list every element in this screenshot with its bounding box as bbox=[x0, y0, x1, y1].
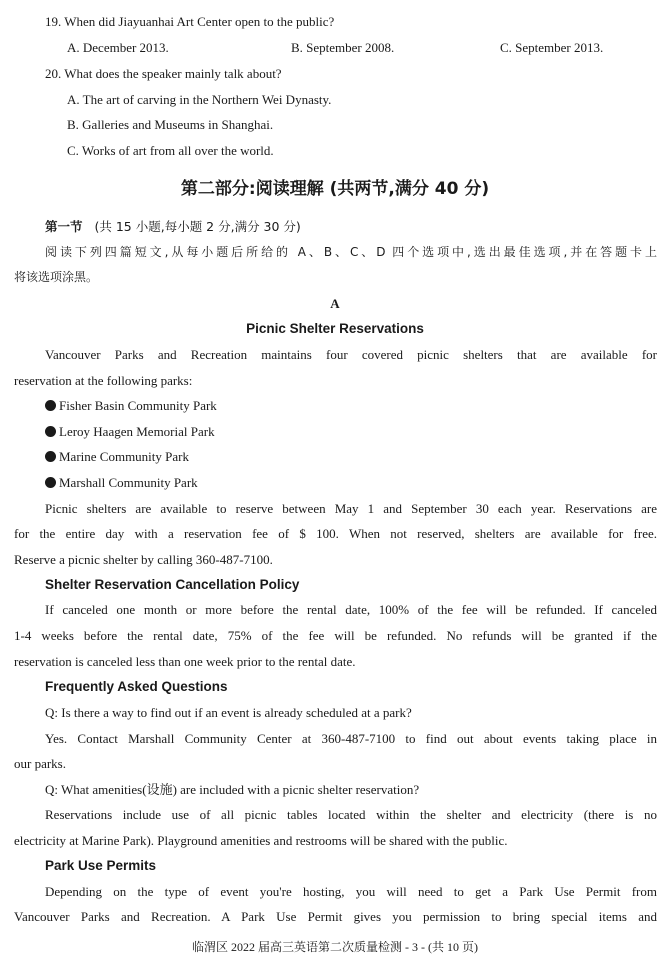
question-20-stem: 20. What does the speaker mainly talk about? bbox=[45, 66, 282, 81]
permits-line-2: Vancouver Parks and Recreation. A Park Use Permit gives you permission to bring special items and bbox=[14, 909, 657, 924]
passage-title: Picnic Shelter Reservations bbox=[246, 321, 424, 336]
bullet-icon bbox=[45, 426, 56, 437]
section-one-heading bbox=[45, 218, 301, 236]
question-20-option-b: B. Galleries and Museums in Shanghai. bbox=[67, 117, 274, 132]
availability-line-1: Picnic shelters are available to reserve between May 1 and September 30 each year. Reservations are bbox=[45, 501, 657, 516]
passage-letter: A bbox=[330, 296, 340, 311]
instructions-line-2: 将该选项涂黑。 bbox=[14, 270, 99, 284]
faq-answer-2-line-2: electricity at Marine Park). Playground amenities and restrooms will be shared with the public. bbox=[14, 833, 508, 848]
question-19-stem: 19. When did Jiayuanhai Art Center open to the public? bbox=[45, 14, 335, 29]
question-20-option-c: C. Works of art from all over the world. bbox=[67, 143, 274, 158]
intro-line-2: reservation at the following parks: bbox=[14, 373, 193, 388]
bullet-icon bbox=[45, 451, 56, 462]
question-19-option-c: C. September 2013. bbox=[500, 40, 604, 55]
instructions-line-1: 阅读下列四篇短文,从每小题后所给的 A、B、C、D 四个选项中,选出最佳选项,并在答题卡上 bbox=[45, 245, 657, 259]
park-list-item: Marshall Community Park bbox=[45, 474, 198, 492]
park-list-item: Marine Community Park bbox=[45, 448, 189, 466]
bullet-icon bbox=[45, 477, 56, 488]
permits-line-1: Depending on the type of event you're hosting, you will need to get a Park Use Permit from bbox=[45, 884, 657, 899]
section-one-note: (共 15 小题,每小题 2 分,满分 30 分) bbox=[94, 219, 301, 234]
part-two-title: 第二部分:阅读理解 (共两节,满分 40 分) bbox=[180, 179, 490, 199]
availability-line-3: Reserve a picnic shelter by calling 360-487-7100. bbox=[14, 552, 273, 567]
park-list-item: Leroy Haagen Memorial Park bbox=[45, 423, 215, 441]
question-19-option-b: B. September 2008. bbox=[291, 40, 395, 55]
faq-answer-1-line-1: Yes. Contact Marshall Community Center at 360-487-7100 to find out about events taking place in bbox=[45, 731, 657, 746]
permits-heading: Park Use Permits bbox=[45, 858, 157, 873]
cancellation-line-2: 1-4 weeks before the rental date, 75% of the fee will be refunded. No refunds will be granted if the bbox=[14, 628, 657, 643]
section-one-label: 第一节 bbox=[45, 219, 83, 234]
park-list-item: Fisher Basin Community Park bbox=[45, 397, 217, 415]
faq-answer-1-line-2: our parks. bbox=[14, 756, 66, 771]
faq-question-2: Q: What amenities(设施) are included with a picnic shelter reservation? bbox=[45, 782, 420, 797]
faq-question-1: Q: Is there a way to find out if an event is already scheduled at a park? bbox=[45, 705, 412, 720]
question-20-option-a: A. The art of carving in the Northern Wei Dynasty. bbox=[67, 92, 332, 107]
faq-answer-2-line-1: Reservations include use of all picnic tables located within the shelter and electricity (there is no bbox=[45, 807, 657, 822]
bullet-icon bbox=[45, 400, 56, 411]
cancellation-line-3: reservation is canceled less than one week prior to the rental date. bbox=[14, 654, 356, 669]
cancellation-line-1: If canceled one month or more before the rental date, 100% of the fee will be refunded. If canceled bbox=[45, 602, 657, 617]
faq-heading: Frequently Asked Questions bbox=[45, 679, 228, 694]
cancellation-heading: Shelter Reservation Cancellation Policy bbox=[45, 577, 300, 592]
question-19-option-a: A. December 2013. bbox=[67, 40, 169, 55]
availability-line-2: for the entire day with a reservation fee of $ 100. When not reserved, shelters are available for free. bbox=[14, 526, 657, 541]
intro-line-1: Vancouver Parks and Recreation maintains four covered picnic shelters that are available for bbox=[45, 347, 657, 362]
page-footer: 临渭区 2022 届高三英语第二次质量检测 - 3 - (共 10 页) bbox=[192, 940, 478, 954]
